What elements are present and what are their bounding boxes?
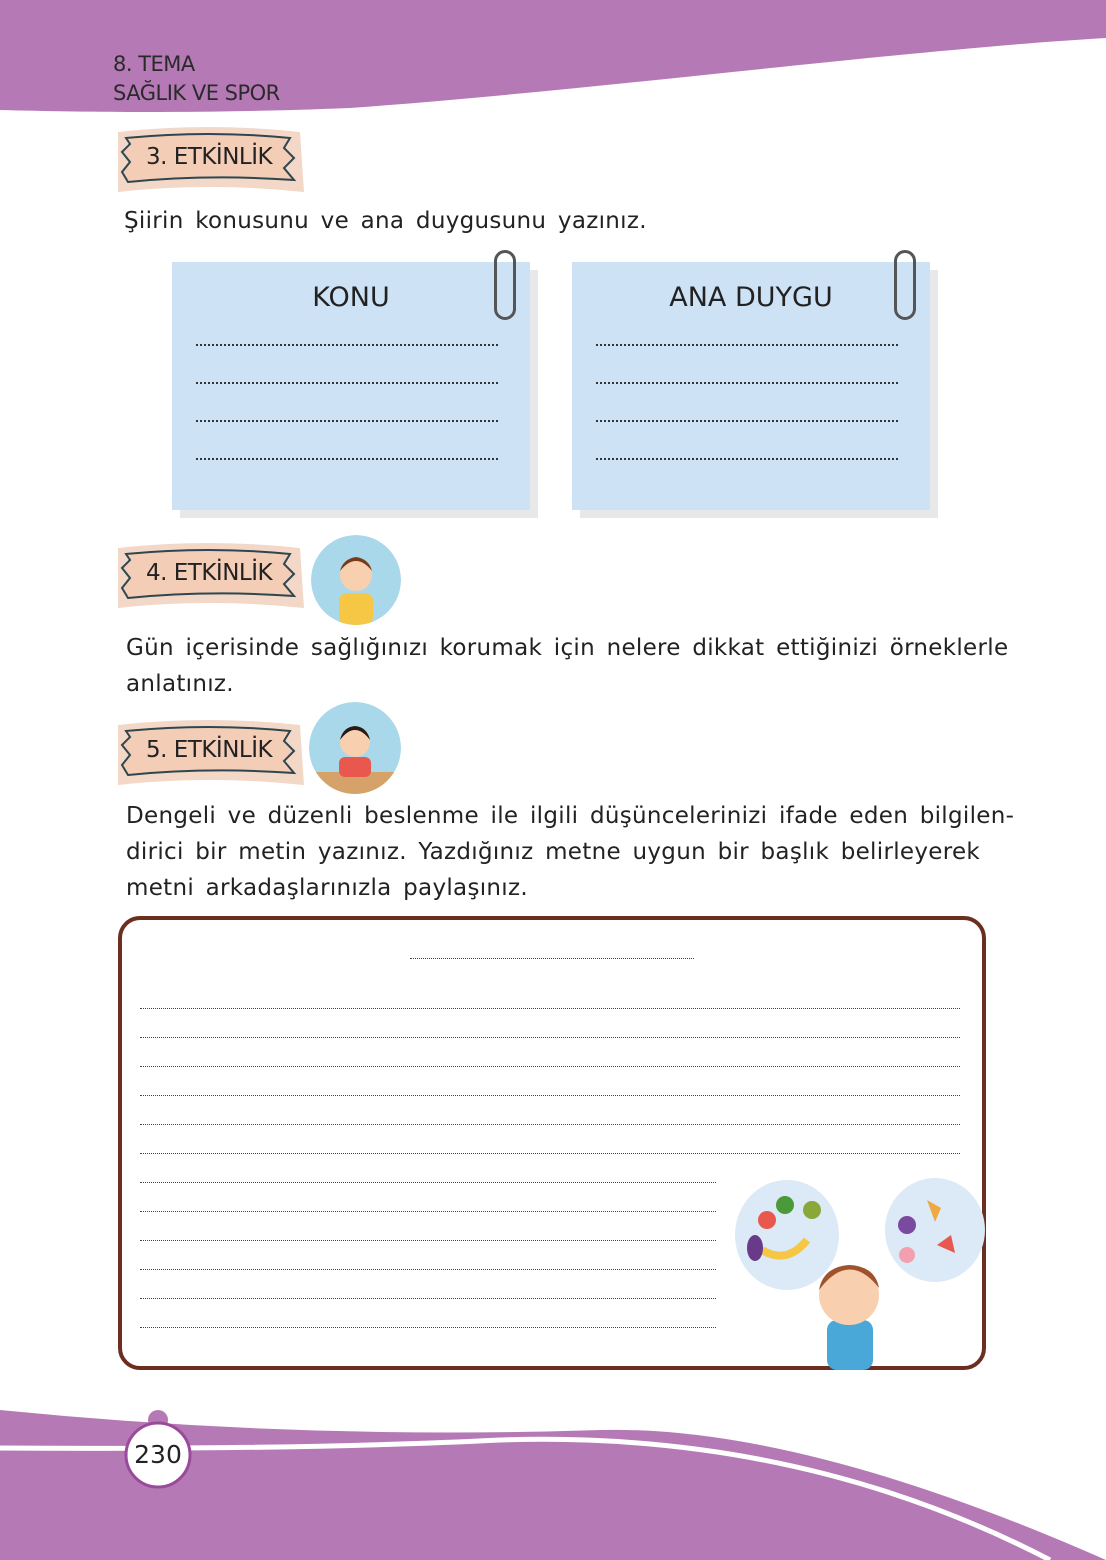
activity-4-instruction bbox=[126, 630, 1008, 702]
write-line[interactable] bbox=[196, 344, 498, 346]
ana-duygu-card bbox=[572, 262, 930, 510]
title-write-line[interactable] bbox=[410, 958, 694, 959]
write-line[interactable] bbox=[140, 1153, 960, 1154]
write-line[interactable] bbox=[140, 1008, 960, 1009]
write-line[interactable] bbox=[196, 458, 498, 460]
activity-4-badge bbox=[114, 540, 304, 612]
konu-title: KONU bbox=[312, 282, 390, 313]
page-number: 230 bbox=[134, 1440, 182, 1469]
instruction-line: metni arkadaşlarınızla paylaşınız. bbox=[126, 875, 528, 901]
instruction-line: anlatınız. bbox=[126, 671, 234, 697]
write-line[interactable] bbox=[140, 1269, 716, 1270]
footer-band bbox=[0, 1390, 1106, 1560]
instruction-line: Dengeli ve düzenli beslenme ile ilgili düşüncelerinizi ifade eden bilgilen- bbox=[126, 803, 1015, 829]
theme-number: 8. TEMA bbox=[113, 52, 195, 76]
write-line[interactable] bbox=[596, 344, 898, 346]
write-line[interactable] bbox=[140, 1182, 716, 1183]
activity-5-instruction bbox=[126, 798, 1014, 906]
write-line[interactable] bbox=[140, 1124, 960, 1125]
activity-3-label: 3. ETKİNLİK bbox=[146, 144, 273, 170]
write-line[interactable] bbox=[140, 1095, 960, 1096]
activity-4-label: 4. ETKİNLİK bbox=[146, 560, 273, 586]
write-line[interactable] bbox=[596, 382, 898, 384]
activity-5-label: 5. ETKİNLİK bbox=[146, 737, 273, 763]
theme-title: SAĞLIK VE SPOR bbox=[113, 81, 280, 105]
write-line[interactable] bbox=[140, 1037, 960, 1038]
instruction-line: dirici bir metin yazınız. Yazdığınız metne uygun bir başlık belirleyerek bbox=[126, 839, 981, 865]
write-line[interactable] bbox=[596, 458, 898, 460]
activity-5-badge bbox=[114, 717, 304, 789]
write-line[interactable] bbox=[196, 420, 498, 422]
instruction-line: Gün içerisinde sağlığınızı korumak için nelere dikkat ettiğinizi örneklerle bbox=[126, 635, 1009, 661]
boy-food-thought-illustration bbox=[727, 1170, 987, 1370]
write-line[interactable] bbox=[140, 1298, 716, 1299]
writing-box bbox=[118, 916, 986, 1370]
girl-writing-illustration bbox=[309, 702, 401, 794]
write-line[interactable] bbox=[596, 420, 898, 422]
ana-duygu-title: ANA DUYGU bbox=[669, 282, 833, 313]
konu-card bbox=[172, 262, 530, 510]
write-line[interactable] bbox=[196, 382, 498, 384]
activity-3-instruction: Şiirin konusunu ve ana duygusunu yazınız. bbox=[124, 208, 647, 234]
write-line[interactable] bbox=[140, 1327, 716, 1328]
write-line[interactable] bbox=[140, 1211, 716, 1212]
write-line[interactable] bbox=[140, 1066, 960, 1067]
write-line[interactable] bbox=[140, 1240, 716, 1241]
boy-thinking-illustration bbox=[311, 535, 401, 625]
activity-3-badge bbox=[114, 124, 304, 196]
